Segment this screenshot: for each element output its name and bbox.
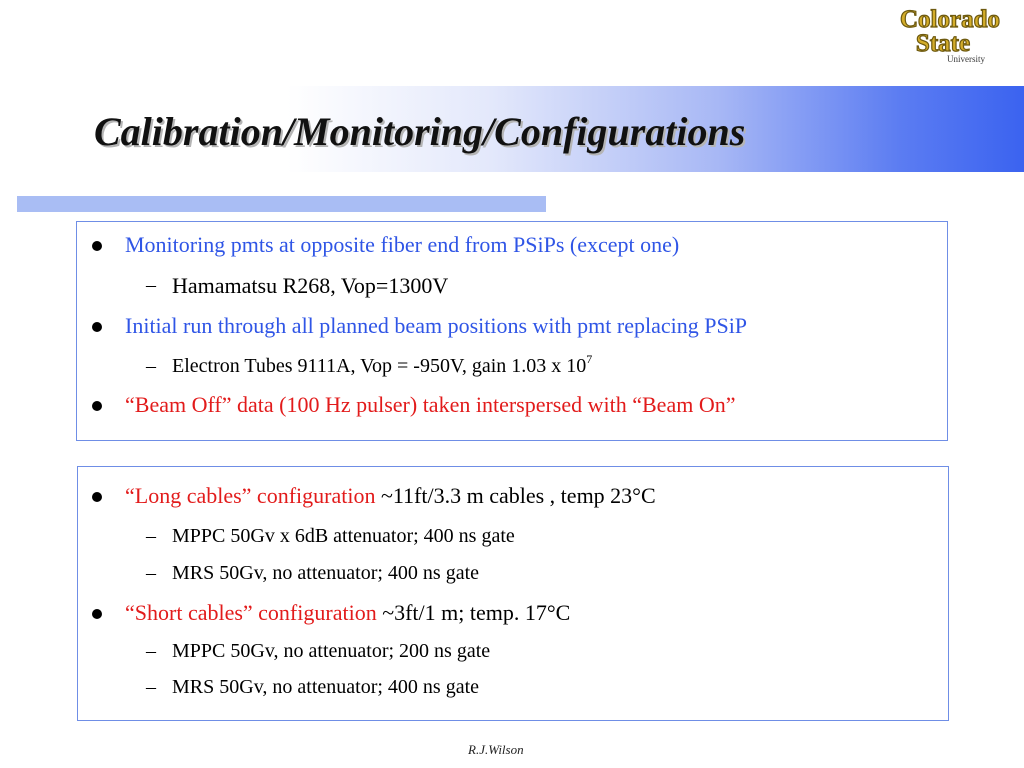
dash-marker: – — [146, 355, 156, 377]
bullet-beam-off: “Beam Off” data (100 Hz pulser) taken interspersed with “Beam On” — [125, 392, 736, 417]
bullet-dot — [92, 241, 102, 251]
logo-line3: University — [947, 54, 985, 64]
slide-title: Calibration/Monitoring/Configurations — [94, 109, 746, 154]
dash-marker: – — [146, 274, 156, 296]
long-cables-label: “Long cables” configuration — [125, 483, 376, 508]
logo-line2: State — [915, 30, 971, 57]
sub-electron-tubes — [172, 352, 593, 378]
bullet-dot — [92, 492, 102, 502]
bullet-monitoring-pmts: Monitoring pmts at opposite fiber end from PSiPs (except one) — [125, 232, 680, 257]
bullet-long-cables — [125, 483, 656, 509]
sub-mppc-short: MPPC 50Gv, no attenuator; 200 ns gate — [172, 640, 491, 662]
bullet-initial-run: Initial run through all planned beam positions with pmt replacing PSiP — [125, 313, 748, 338]
dash-marker: – — [146, 562, 156, 584]
csu-logo-graphic — [883, 3, 1017, 69]
logo-line1: Colorado — [900, 6, 1000, 33]
accent-bar — [17, 196, 546, 212]
short-cables-label: “Short cables” configuration — [125, 600, 377, 625]
sub-mrs-long: MRS 50Gv, no attenuator; 400 ns gate — [172, 562, 480, 584]
gain-exponent: 7 — [586, 352, 593, 366]
footer-author: R.J.Wilson — [468, 742, 524, 757]
bullet-dot — [92, 609, 102, 619]
sub-mppc-long: MPPC 50Gv x 6dB attenuator; 400 ns gate — [172, 525, 515, 547]
short-cables-detail: ~3ft/1 m; temp. 17°C — [376, 600, 571, 625]
bullet-dot — [92, 401, 102, 411]
bullet-short-cables — [125, 600, 570, 626]
sub-mrs-short: MRS 50Gv, no attenuator; 400 ns gate — [172, 676, 480, 698]
dash-marker: – — [146, 525, 156, 547]
bullet-dot — [92, 322, 102, 332]
csu-logo — [883, 3, 1017, 69]
sub-hamamatsu: Hamamatsu R268, Vop=1300V — [172, 273, 449, 298]
long-cables-detail: ~11ft/3.3 m cables , temp 23°C — [375, 483, 656, 508]
dash-marker: – — [146, 676, 156, 698]
dash-marker: – — [146, 640, 156, 662]
electron-tubes-text: Electron Tubes 9111A, Vop = -950V, gain 1.03 x 10 — [172, 355, 587, 377]
